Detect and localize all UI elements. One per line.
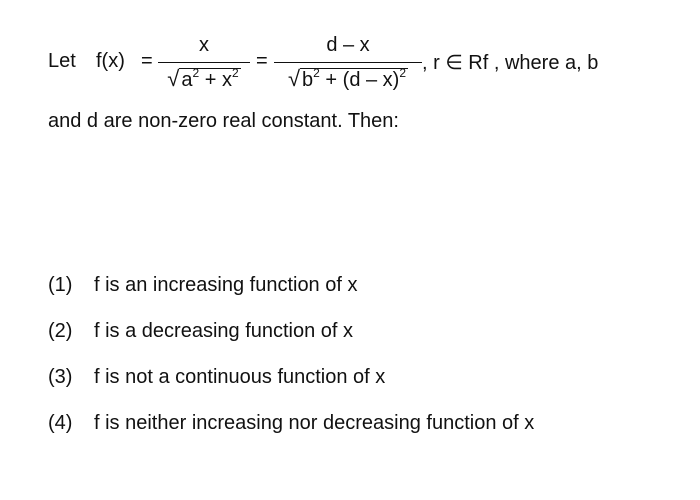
function-name: f(x) [96,50,125,72]
radicand-2: $b^2 + (d - x)^2$ [302,66,407,91]
option-text: f is not a continuous function of x [94,366,386,388]
option-text: f is an increasing function of x [94,274,358,296]
option-number: (4) [48,412,73,434]
option-number: (1) [48,274,73,296]
fraction-2-bar [274,62,422,63]
options-list [48,270,534,454]
option-number: (3) [48,366,73,388]
radicand-1: $a^2 + x^2$ [181,66,239,91]
equals-sign-1: = [141,50,153,72]
option-1[interactable] [48,270,534,316]
option-4[interactable] [48,408,534,454]
statement-line-1 [48,34,688,104]
option-3[interactable] [48,362,534,408]
option-text: f is neither increasing nor decreasing function of x [94,412,535,434]
statement-line-2: and d are non-zero real constant. Then: [48,110,399,132]
sqrt-icon: √ [167,66,180,91]
question-statement [48,34,688,133]
fraction-1-denominator [158,66,250,92]
sqrt-icon: √ [287,66,301,91]
equals-sign-2: = [256,50,268,72]
option-2[interactable] [48,316,534,362]
fraction-1-bar [158,62,250,63]
fraction-2-numerator: d – x [326,34,370,56]
option-number: (2) [48,320,73,342]
fraction-2-denominator [274,66,422,92]
statement-tail: , r ∈ Rf , where a, b [422,52,599,74]
let-word: Let [48,50,76,72]
option-text: f is a decreasing function of x [94,320,354,342]
fraction-1-numerator: x [199,34,209,56]
